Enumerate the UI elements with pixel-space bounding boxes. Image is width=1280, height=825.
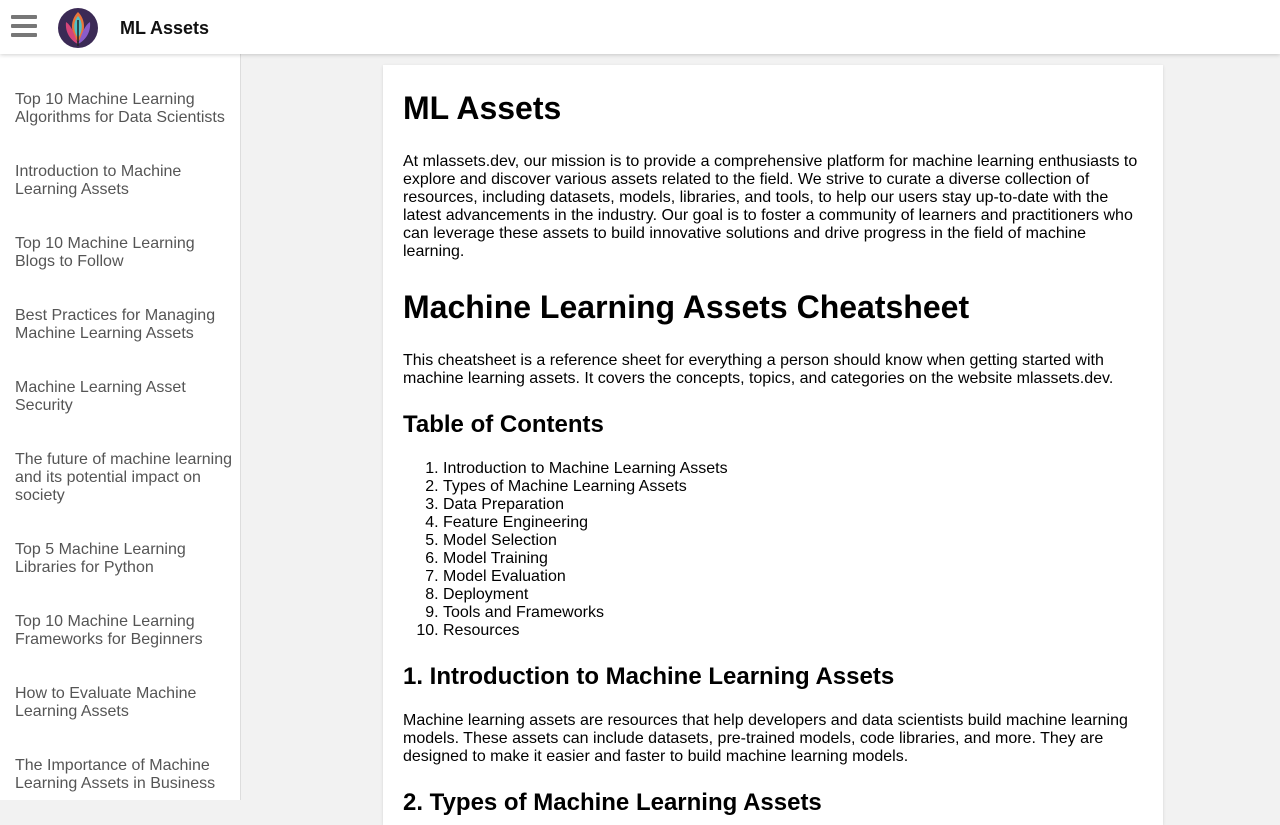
sidebar-item[interactable]: How to Evaluate Machine Learning Assets xyxy=(15,685,197,720)
sidebar-item[interactable]: Best Practices for Managing Machine Learning Assets xyxy=(15,307,216,342)
toc-item[interactable]: 9. Tools and Frameworks xyxy=(443,604,1143,622)
cheatsheet-intro: This cheatsheet is a reference sheet for everything a person should know when getting started with machine learning assets. It covers the concepts, topics, and categories on the website mlassets.dev. xyxy=(403,352,1114,387)
sidebar xyxy=(0,54,241,800)
sidebar-item[interactable]: The Importance of Machine Learning Assets in Business xyxy=(15,757,216,792)
sidebar-item[interactable]: Top 10 Machine Learning Algorithms for Data Scientists xyxy=(15,91,225,126)
toc-item[interactable]: 4. Feature Engineering xyxy=(443,514,1143,532)
sidebar-item[interactable]: Introduction to Machine Learning Assets xyxy=(15,163,182,198)
top-bar xyxy=(0,0,1280,54)
section-2-title: 2. Types of Machine Learning Assets xyxy=(403,789,822,816)
toc-item[interactable]: 1. Introduction to Machine Learning Assets xyxy=(443,460,1143,478)
sidebar-item[interactable]: The future of machine learning and its potential impact on society xyxy=(15,451,233,504)
toc-item[interactable]: 6. Model Training xyxy=(443,550,1143,568)
page-title: ML Assets xyxy=(403,90,562,126)
app-title[interactable]: ML Assets xyxy=(120,18,210,38)
toc-item[interactable]: 5. Model Selection xyxy=(443,532,1143,550)
ml-assets-logo-icon[interactable] xyxy=(56,6,100,50)
toc-item[interactable]: 10. Resources xyxy=(443,622,1143,640)
section-1-text: Machine learning assets are resources that help developers and data scientists build machine learning models. These assets can include datasets, pre-trained models, code libraries, and more. They are designed to make it easier and faster to build machine learning models. xyxy=(403,712,1128,765)
sidebar-item[interactable]: Top 5 Machine Learning Libraries for Python xyxy=(15,541,186,576)
table-of-contents xyxy=(403,460,1143,640)
toc-item[interactable]: 3. Data Preparation xyxy=(443,496,1143,514)
toc-item[interactable]: 8. Deployment xyxy=(443,586,1143,604)
cheatsheet-title: Machine Learning Assets Cheatsheet xyxy=(403,289,970,325)
sidebar-item[interactable]: Machine Learning Asset Security xyxy=(15,379,186,414)
sidebar-item[interactable]: Top 10 Machine Learning Frameworks for Beginners xyxy=(15,613,203,648)
toc-item[interactable]: 2. Types of Machine Learning Assets xyxy=(443,478,1143,496)
main-content xyxy=(383,65,1163,825)
toc-title: Table of Contents xyxy=(403,411,604,438)
hamburger-menu-icon[interactable] xyxy=(11,15,37,41)
sidebar-item[interactable]: Top 10 Machine Learning Blogs to Follow xyxy=(15,235,195,270)
toc-item[interactable]: 7. Model Evaluation xyxy=(443,568,1143,586)
section-1-title: 1. Introduction to Machine Learning Assets xyxy=(403,663,895,690)
mission-paragraph: At mlassets.dev, our mission is to provide a comprehensive platform for machine learning enthusiasts to explore and discover various assets related to the field. We strive to curate a diverse collection of resources, including datasets, models, libraries, and tools, to help our users stay up-to-date with the latest advancements in the industry. Our goal is to foster a community of learners and practitioners who can leverage these assets to build innovative solutions and drive progress in the field of machine learning. xyxy=(403,153,1138,260)
